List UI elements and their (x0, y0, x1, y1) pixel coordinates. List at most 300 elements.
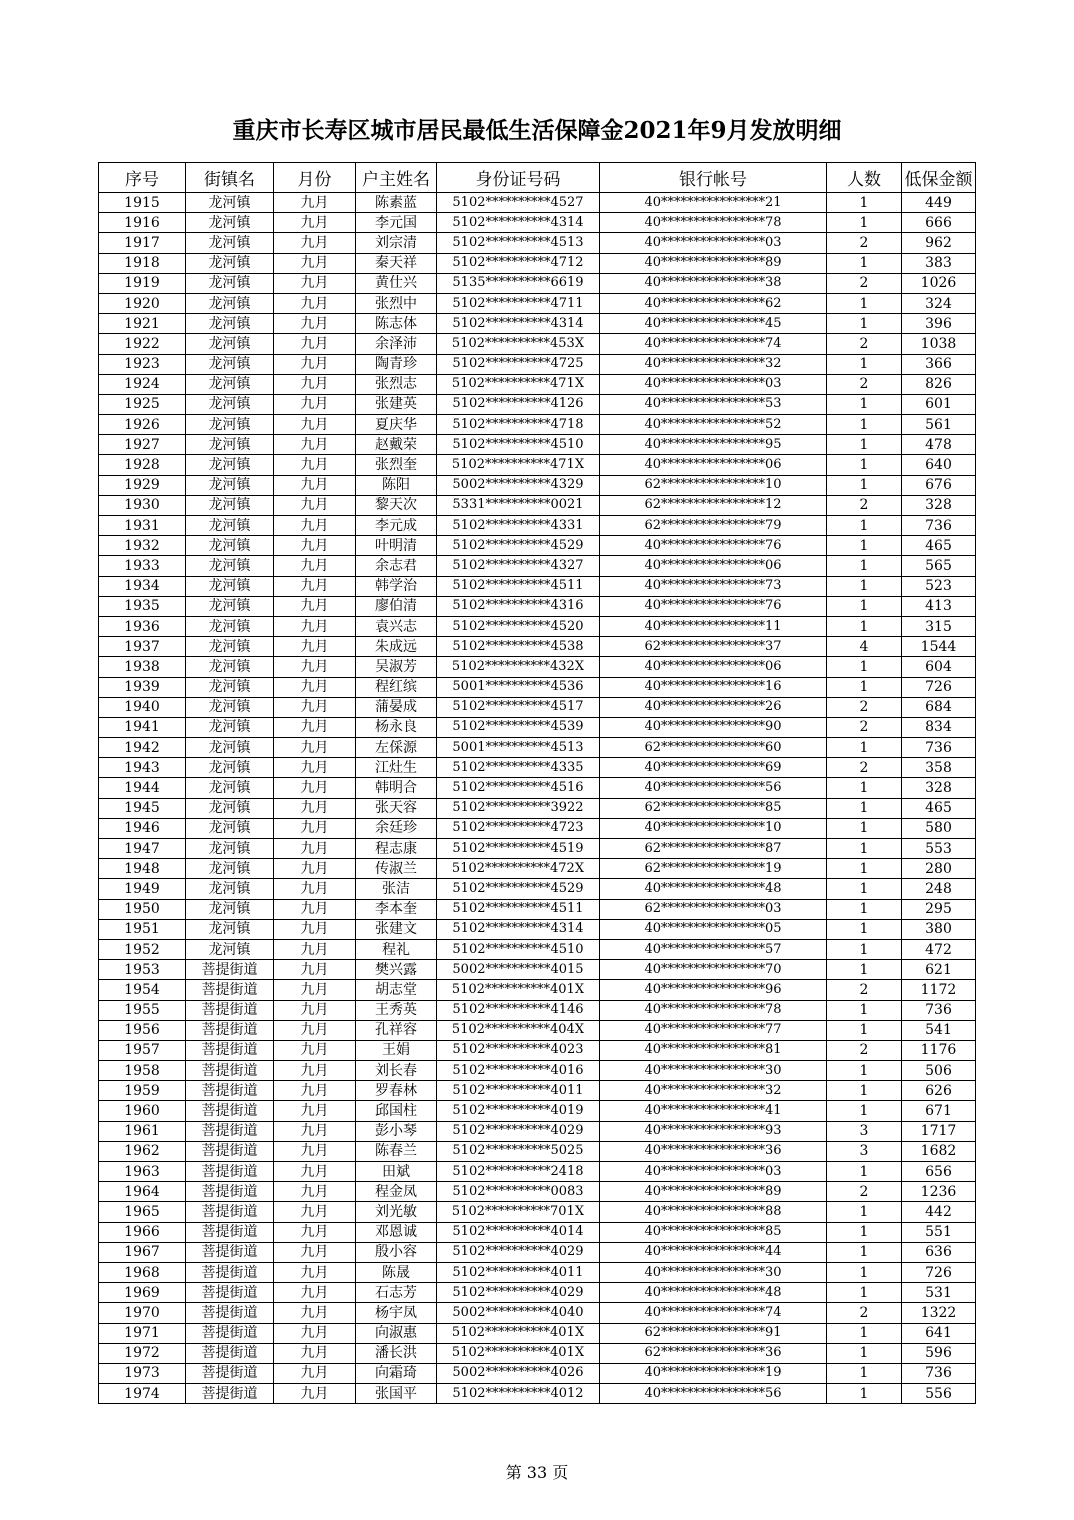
month-cell: 九月 (274, 778, 356, 798)
town-cell: 龙河镇 (186, 394, 274, 414)
month-cell: 九月 (274, 960, 356, 980)
householder-cell: 陈素蓝 (356, 193, 437, 213)
amount-cell: 726 (902, 677, 976, 697)
month-cell: 九月 (274, 415, 356, 435)
town-cell: 菩提街道 (186, 1323, 274, 1343)
id-number-cell: 5102**********4718 (437, 415, 600, 435)
id-number-cell: 5002**********4026 (437, 1363, 600, 1383)
month-cell: 九月 (274, 637, 356, 657)
month-cell: 九月 (274, 475, 356, 495)
table-row (99, 435, 976, 455)
bank-account-cell: 40****************56 (600, 778, 827, 798)
town-cell: 龙河镇 (186, 616, 274, 636)
table-row (99, 556, 976, 576)
amount-cell: 736 (902, 516, 976, 536)
householder-cell: 向淑惠 (356, 1323, 437, 1343)
serial-cell: 1940 (99, 697, 186, 717)
amount-cell: 1038 (902, 334, 976, 354)
people-count-cell: 1 (827, 213, 902, 233)
table-row (99, 1162, 976, 1182)
month-cell: 九月 (274, 1101, 356, 1121)
id-number-cell: 5102**********5025 (437, 1141, 600, 1161)
householder-cell: 孔祥容 (356, 1020, 437, 1040)
id-number-cell: 5102**********4511 (437, 576, 600, 596)
people-count-cell: 1 (827, 193, 902, 213)
bank-account-cell: 62****************79 (600, 516, 827, 536)
people-count-cell: 1 (827, 899, 902, 919)
bank-account-cell: 40****************11 (600, 616, 827, 636)
id-number-cell: 5102**********4331 (437, 516, 600, 536)
id-number-cell: 5102**********4520 (437, 616, 600, 636)
amount-cell: 315 (902, 616, 976, 636)
month-cell: 九月 (274, 1262, 356, 1282)
people-count-cell: 1 (827, 859, 902, 879)
id-number-cell: 5102**********4538 (437, 637, 600, 657)
id-number-cell: 5102**********4712 (437, 253, 600, 273)
id-number-cell: 5102**********472X (437, 859, 600, 879)
town-cell: 龙河镇 (186, 677, 274, 697)
town-cell: 菩提街道 (186, 1081, 274, 1101)
month-cell: 九月 (274, 1202, 356, 1222)
serial-cell: 1974 (99, 1384, 186, 1404)
table-row (99, 536, 976, 556)
town-cell: 龙河镇 (186, 798, 274, 818)
id-number-cell: 5102**********4146 (437, 1000, 600, 1020)
bank-account-cell: 40****************26 (600, 697, 827, 717)
month-cell: 九月 (274, 1242, 356, 1262)
bank-account-cell: 40****************78 (600, 213, 827, 233)
bank-account-cell: 40****************53 (600, 394, 827, 414)
householder-cell: 张天容 (356, 798, 437, 818)
table-row (99, 293, 976, 313)
header-amount: 低保金额 (902, 163, 976, 193)
town-cell: 龙河镇 (186, 939, 274, 959)
bank-account-cell: 40****************95 (600, 435, 827, 455)
header-town: 街镇名 (186, 163, 274, 193)
serial-cell: 1966 (99, 1222, 186, 1242)
people-count-cell: 1 (827, 516, 902, 536)
table-row (99, 657, 976, 677)
table-row (99, 778, 976, 798)
amount-cell: 656 (902, 1162, 976, 1182)
bank-account-cell: 40****************89 (600, 253, 827, 273)
people-count-cell: 2 (827, 1303, 902, 1323)
householder-cell: 李元成 (356, 516, 437, 536)
amount-cell: 1717 (902, 1121, 976, 1141)
town-cell: 菩提街道 (186, 1061, 274, 1081)
bank-account-cell: 40****************69 (600, 758, 827, 778)
people-count-cell: 2 (827, 758, 902, 778)
town-cell: 菩提街道 (186, 1283, 274, 1303)
people-count-cell: 2 (827, 495, 902, 515)
serial-cell: 1942 (99, 738, 186, 758)
month-cell: 九月 (274, 1222, 356, 1242)
amount-cell: 523 (902, 576, 976, 596)
bank-account-cell: 40****************76 (600, 536, 827, 556)
householder-cell: 程金凤 (356, 1182, 437, 1202)
people-count-cell: 1 (827, 455, 902, 475)
id-number-cell: 5135**********6619 (437, 273, 600, 293)
town-cell: 菩提街道 (186, 960, 274, 980)
people-count-cell: 1 (827, 536, 902, 556)
town-cell: 菩提街道 (186, 1343, 274, 1363)
people-count-cell: 1 (827, 293, 902, 313)
householder-cell: 刘长春 (356, 1061, 437, 1081)
table-row (99, 455, 976, 475)
bank-account-cell: 40****************48 (600, 879, 827, 899)
table-row (99, 354, 976, 374)
id-number-cell: 5102**********4019 (437, 1101, 600, 1121)
town-cell: 龙河镇 (186, 738, 274, 758)
table-row (99, 415, 976, 435)
id-number-cell: 5102**********401X (437, 980, 600, 1000)
table-row (99, 1000, 976, 1020)
amount-cell: 1322 (902, 1303, 976, 1323)
householder-cell: 邱国柱 (356, 1101, 437, 1121)
town-cell: 龙河镇 (186, 293, 274, 313)
table-row (99, 1182, 976, 1202)
householder-cell: 李本奎 (356, 899, 437, 919)
month-cell: 九月 (274, 374, 356, 394)
amount-cell: 472 (902, 939, 976, 959)
month-cell: 九月 (274, 1323, 356, 1343)
month-cell: 九月 (274, 980, 356, 1000)
town-cell: 龙河镇 (186, 435, 274, 455)
month-cell: 九月 (274, 879, 356, 899)
table-row (99, 495, 976, 515)
month-cell: 九月 (274, 596, 356, 616)
table-row (99, 839, 976, 859)
householder-cell: 罗春林 (356, 1081, 437, 1101)
allowance-table (98, 162, 976, 1404)
town-cell: 菩提街道 (186, 1262, 274, 1282)
id-number-cell: 5102**********3922 (437, 798, 600, 818)
people-count-cell: 1 (827, 919, 902, 939)
serial-cell: 1967 (99, 1242, 186, 1262)
id-number-cell: 5102**********0083 (437, 1182, 600, 1202)
bank-account-cell: 40****************21 (600, 193, 827, 213)
bank-account-cell: 40****************88 (600, 1202, 827, 1222)
town-cell: 龙河镇 (186, 879, 274, 899)
people-count-cell: 1 (827, 1343, 902, 1363)
people-count-cell: 1 (827, 879, 902, 899)
town-cell: 龙河镇 (186, 899, 274, 919)
amount-cell: 736 (902, 738, 976, 758)
town-cell: 菩提街道 (186, 1242, 274, 1262)
people-count-cell: 1 (827, 960, 902, 980)
serial-cell: 1945 (99, 798, 186, 818)
amount-cell: 541 (902, 1020, 976, 1040)
householder-cell: 张国平 (356, 1384, 437, 1404)
amount-cell: 962 (902, 233, 976, 253)
householder-cell: 李元国 (356, 213, 437, 233)
serial-cell: 1929 (99, 475, 186, 495)
month-cell: 九月 (274, 677, 356, 697)
people-count-cell: 1 (827, 798, 902, 818)
table-row (99, 394, 976, 414)
serial-cell: 1964 (99, 1182, 186, 1202)
amount-cell: 551 (902, 1222, 976, 1242)
month-cell: 九月 (274, 758, 356, 778)
serial-cell: 1962 (99, 1141, 186, 1161)
bank-account-cell: 40****************62 (600, 293, 827, 313)
month-cell: 九月 (274, 839, 356, 859)
month-cell: 九月 (274, 556, 356, 576)
serial-cell: 1928 (99, 455, 186, 475)
amount-cell: 1026 (902, 273, 976, 293)
month-cell: 九月 (274, 697, 356, 717)
month-cell: 九月 (274, 1363, 356, 1383)
month-cell: 九月 (274, 1162, 356, 1182)
town-cell: 龙河镇 (186, 233, 274, 253)
bank-account-cell: 40****************74 (600, 1303, 827, 1323)
month-cell: 九月 (274, 233, 356, 253)
town-cell: 菩提街道 (186, 1121, 274, 1141)
householder-cell: 陈春兰 (356, 1141, 437, 1161)
bank-account-cell: 62****************91 (600, 1323, 827, 1343)
people-count-cell: 1 (827, 253, 902, 273)
bank-account-cell: 62****************12 (600, 495, 827, 515)
amount-cell: 684 (902, 697, 976, 717)
table-row (99, 1020, 976, 1040)
people-count-cell: 1 (827, 677, 902, 697)
people-count-cell: 3 (827, 1141, 902, 1161)
amount-cell: 834 (902, 717, 976, 737)
month-cell: 九月 (274, 1283, 356, 1303)
id-number-cell: 5102**********4725 (437, 354, 600, 374)
id-number-cell: 5102**********471X (437, 455, 600, 475)
serial-cell: 1924 (99, 374, 186, 394)
serial-cell: 1919 (99, 273, 186, 293)
id-number-cell: 5102**********4029 (437, 1283, 600, 1303)
bank-account-cell: 62****************03 (600, 899, 827, 919)
header-serial: 序号 (99, 163, 186, 193)
table-row (99, 253, 976, 273)
id-number-cell: 5001**********4513 (437, 738, 600, 758)
town-cell: 龙河镇 (186, 556, 274, 576)
householder-cell: 陈晟 (356, 1262, 437, 1282)
id-number-cell: 5102**********4513 (437, 233, 600, 253)
town-cell: 菩提街道 (186, 1202, 274, 1222)
householder-cell: 陶青珍 (356, 354, 437, 374)
town-cell: 菩提街道 (186, 980, 274, 1000)
bank-account-cell: 40****************41 (600, 1101, 827, 1121)
month-cell: 九月 (274, 899, 356, 919)
table-row (99, 1040, 976, 1060)
header-people-count: 人数 (827, 163, 902, 193)
month-cell: 九月 (274, 919, 356, 939)
people-count-cell: 1 (827, 415, 902, 435)
table-row (99, 213, 976, 233)
id-number-cell: 5102**********401X (437, 1323, 600, 1343)
bank-account-cell: 62****************60 (600, 738, 827, 758)
table-row (99, 637, 976, 657)
people-count-cell: 1 (827, 1283, 902, 1303)
serial-cell: 1957 (99, 1040, 186, 1060)
id-number-cell: 5102**********4527 (437, 193, 600, 213)
town-cell: 龙河镇 (186, 273, 274, 293)
serial-cell: 1961 (99, 1121, 186, 1141)
table-row (99, 899, 976, 919)
month-cell: 九月 (274, 1061, 356, 1081)
town-cell: 龙河镇 (186, 475, 274, 495)
table-row (99, 919, 976, 939)
people-count-cell: 1 (827, 778, 902, 798)
householder-cell: 张烈志 (356, 374, 437, 394)
bank-account-cell: 40****************45 (600, 314, 827, 334)
amount-cell: 328 (902, 778, 976, 798)
householder-cell: 袁兴志 (356, 616, 437, 636)
householder-cell: 左倸源 (356, 738, 437, 758)
month-cell: 九月 (274, 435, 356, 455)
serial-cell: 1921 (99, 314, 186, 334)
householder-cell: 赵戴荣 (356, 435, 437, 455)
serial-cell: 1958 (99, 1061, 186, 1081)
month-cell: 九月 (274, 717, 356, 737)
people-count-cell: 1 (827, 475, 902, 495)
householder-cell: 黄仕兴 (356, 273, 437, 293)
town-cell: 菩提街道 (186, 1020, 274, 1040)
id-number-cell: 5102**********4316 (437, 596, 600, 616)
serial-cell: 1963 (99, 1162, 186, 1182)
header-bank-account: 银行帐号 (600, 163, 827, 193)
id-number-cell: 5102**********404X (437, 1020, 600, 1040)
people-count-cell: 2 (827, 374, 902, 394)
table-row (99, 1384, 976, 1404)
amount-cell: 478 (902, 435, 976, 455)
month-cell: 九月 (274, 1040, 356, 1060)
householder-cell: 廖伯清 (356, 596, 437, 616)
householder-cell: 田斌 (356, 1162, 437, 1182)
amount-cell: 442 (902, 1202, 976, 1222)
bank-account-cell: 40****************03 (600, 1162, 827, 1182)
table-row (99, 334, 976, 354)
id-number-cell: 5102**********4014 (437, 1222, 600, 1242)
table-row (99, 1101, 976, 1121)
town-cell: 菩提街道 (186, 1384, 274, 1404)
serial-cell: 1930 (99, 495, 186, 515)
town-cell: 龙河镇 (186, 253, 274, 273)
id-number-cell: 5102**********701X (437, 1202, 600, 1222)
people-count-cell: 2 (827, 980, 902, 1000)
town-cell: 龙河镇 (186, 576, 274, 596)
table-row (99, 1121, 976, 1141)
bank-account-cell: 40****************89 (600, 1182, 827, 1202)
amount-cell: 1682 (902, 1141, 976, 1161)
bank-account-cell: 40****************78 (600, 1000, 827, 1020)
page-number: 第 33 页 (505, 1463, 569, 1482)
table-row (99, 1303, 976, 1323)
town-cell: 龙河镇 (186, 818, 274, 838)
serial-cell: 1920 (99, 293, 186, 313)
people-count-cell: 1 (827, 1061, 902, 1081)
householder-cell: 胡志堂 (356, 980, 437, 1000)
amount-cell: 604 (902, 657, 976, 677)
month-cell: 九月 (274, 1343, 356, 1363)
id-number-cell: 5102**********4529 (437, 536, 600, 556)
serial-cell: 1969 (99, 1283, 186, 1303)
amount-cell: 1544 (902, 637, 976, 657)
people-count-cell: 2 (827, 273, 902, 293)
serial-cell: 1968 (99, 1262, 186, 1282)
town-cell: 龙河镇 (186, 495, 274, 515)
town-cell: 龙河镇 (186, 919, 274, 939)
householder-cell: 陈阳 (356, 475, 437, 495)
table-row (99, 1081, 976, 1101)
people-count-cell: 1 (827, 1000, 902, 1020)
amount-cell: 826 (902, 374, 976, 394)
table-row (99, 859, 976, 879)
bank-account-cell: 62****************85 (600, 798, 827, 818)
serial-cell: 1926 (99, 415, 186, 435)
id-number-cell: 5102**********4723 (437, 818, 600, 838)
householder-cell: 刘宗清 (356, 233, 437, 253)
month-cell: 九月 (274, 213, 356, 233)
town-cell: 龙河镇 (186, 778, 274, 798)
serial-cell: 1965 (99, 1202, 186, 1222)
amount-cell: 1176 (902, 1040, 976, 1060)
month-cell: 九月 (274, 394, 356, 414)
amount-cell: 601 (902, 394, 976, 414)
table-row (99, 738, 976, 758)
people-count-cell: 1 (827, 1242, 902, 1262)
amount-cell: 506 (902, 1061, 976, 1081)
bank-account-cell: 40****************70 (600, 960, 827, 980)
town-cell: 菩提街道 (186, 1162, 274, 1182)
people-count-cell: 1 (827, 738, 902, 758)
people-count-cell: 1 (827, 1101, 902, 1121)
householder-cell: 彭小琴 (356, 1121, 437, 1141)
householder-cell: 余廷珍 (356, 818, 437, 838)
month-cell: 九月 (274, 576, 356, 596)
householder-cell: 程红缤 (356, 677, 437, 697)
householder-cell: 韩学治 (356, 576, 437, 596)
amount-cell: 636 (902, 1242, 976, 1262)
bank-account-cell: 40****************44 (600, 1242, 827, 1262)
id-number-cell: 5102**********4011 (437, 1262, 600, 1282)
people-count-cell: 1 (827, 1384, 902, 1404)
month-cell: 九月 (274, 859, 356, 879)
bank-account-cell: 40****************76 (600, 596, 827, 616)
month-cell: 九月 (274, 1384, 356, 1404)
town-cell: 龙河镇 (186, 193, 274, 213)
month-cell: 九月 (274, 314, 356, 334)
serial-cell: 1949 (99, 879, 186, 899)
id-number-cell: 5102**********4335 (437, 758, 600, 778)
bank-account-cell: 40****************96 (600, 980, 827, 1000)
serial-cell: 1944 (99, 778, 186, 798)
month-cell: 九月 (274, 1081, 356, 1101)
month-cell: 九月 (274, 657, 356, 677)
town-cell: 菩提街道 (186, 1303, 274, 1323)
serial-cell: 1970 (99, 1303, 186, 1323)
id-number-cell: 5102**********4539 (437, 717, 600, 737)
amount-cell: 380 (902, 919, 976, 939)
people-count-cell: 1 (827, 1020, 902, 1040)
table-body (99, 193, 976, 1404)
id-number-cell: 5102**********4519 (437, 839, 600, 859)
serial-cell: 1973 (99, 1363, 186, 1383)
serial-cell: 1951 (99, 919, 186, 939)
serial-cell: 1923 (99, 354, 186, 374)
householder-cell: 张烈奎 (356, 455, 437, 475)
bank-account-cell: 40****************38 (600, 273, 827, 293)
serial-cell: 1925 (99, 394, 186, 414)
town-cell: 龙河镇 (186, 415, 274, 435)
amount-cell: 531 (902, 1283, 976, 1303)
table-row (99, 1061, 976, 1081)
id-number-cell: 5102**********4711 (437, 293, 600, 313)
